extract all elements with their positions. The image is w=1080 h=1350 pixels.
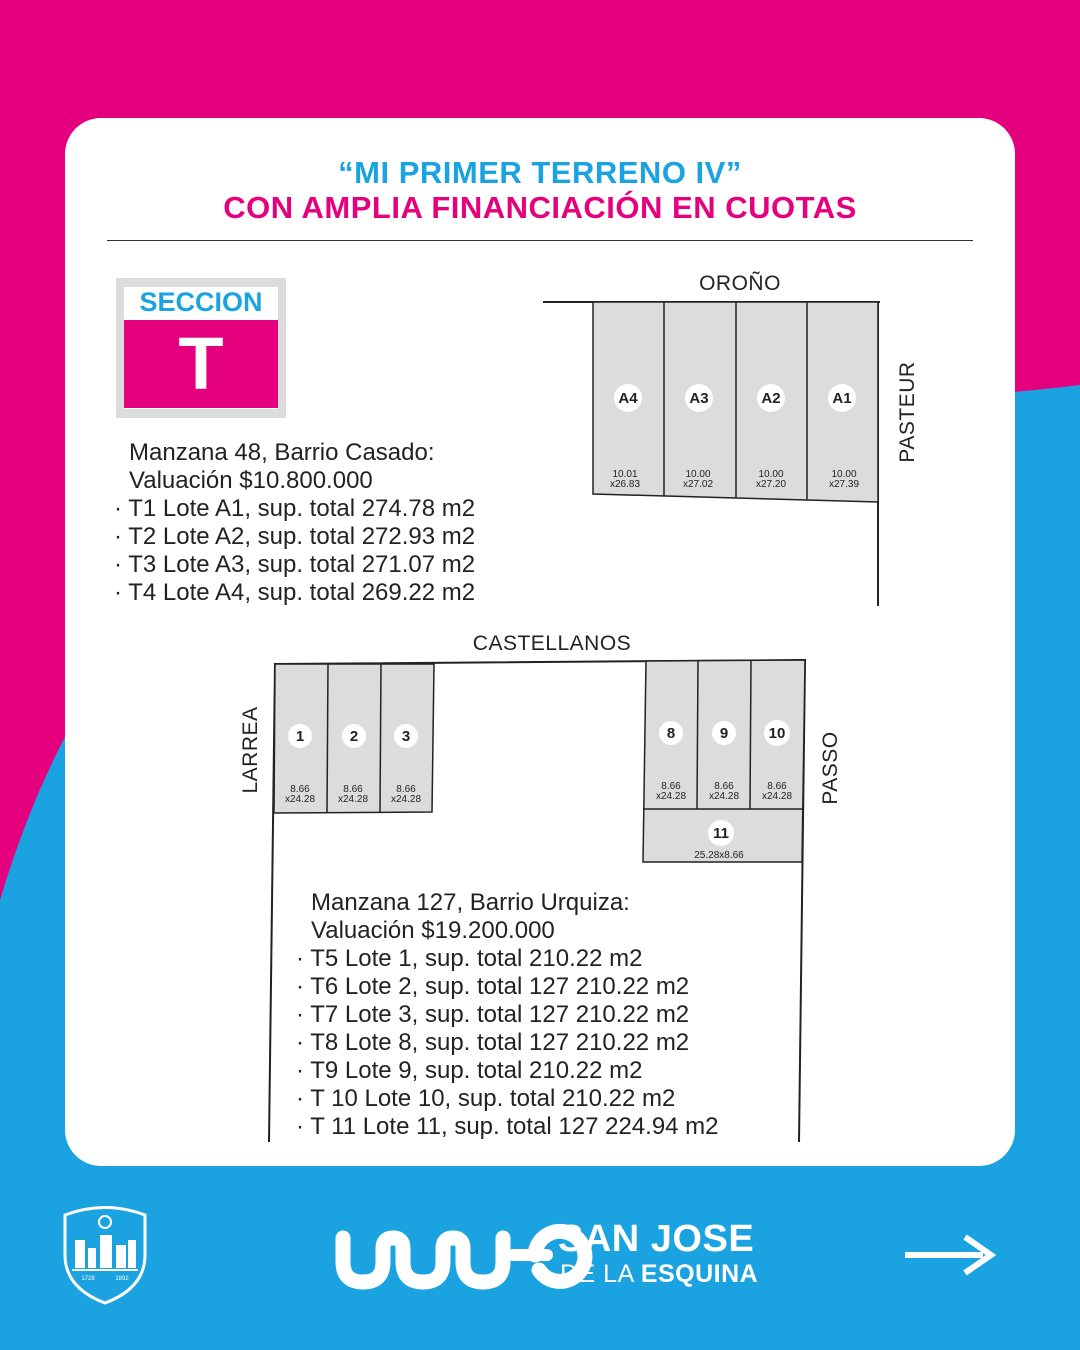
svg-text:A3: A3 — [689, 390, 709, 407]
svg-text:1728: 1728 — [81, 1276, 95, 1282]
street-larrea: LARREA — [239, 706, 262, 794]
svg-text:10.00: 10.00 — [685, 469, 711, 480]
svg-text:2: 2 — [349, 728, 359, 745]
street-orono: OROÑO — [699, 272, 781, 295]
headline-title: “MI PRIMER TERRENO IV” — [338, 155, 742, 190]
svg-text:A1: A1 — [832, 390, 852, 407]
svg-text:x24.28: x24.28 — [337, 794, 369, 805]
block127-item: · T 11 Lote 11, sup. total 127 224.94 m2 — [296, 1113, 719, 1140]
svg-text:8.66: 8.66 — [661, 781, 681, 792]
section-letter: T — [124, 320, 278, 408]
block127-item: · T6 Lote 2, sup. total 127 210.22 m2 — [296, 973, 690, 1000]
block48-title: Manzana 48, Barrio Casado: — [129, 439, 435, 466]
svg-text:8.66: 8.66 — [767, 781, 787, 792]
svg-text:x26.83: x26.83 — [609, 479, 641, 490]
svg-text:x27.39: x27.39 — [828, 479, 860, 490]
svg-text:8.66: 8.66 — [714, 781, 734, 792]
block127-item: · T8 Lote 8, sup. total 127 210.22 m2 — [296, 1029, 690, 1056]
svg-text:9: 9 — [719, 725, 729, 742]
svg-text:x24.28: x24.28 — [708, 791, 740, 802]
street-passo: PASSO — [819, 731, 842, 805]
svg-text:x27.02: x27.02 — [682, 479, 714, 490]
svg-text:x24.28: x24.28 — [284, 794, 316, 805]
block127-item: · T9 Lote 9, sup. total 210.22 m2 — [296, 1057, 643, 1084]
svg-text:8: 8 — [666, 725, 676, 742]
brand-name-line2: DE LA ESQUINA — [560, 1260, 759, 1288]
svg-text:8.66: 8.66 — [343, 784, 363, 795]
block127-valuation: Valuación $19.200.000 — [311, 917, 555, 944]
street-castellanos: CASTELLANOS — [472, 632, 632, 655]
street-pasteur: PASTEUR — [896, 361, 919, 463]
svg-text:x24.28: x24.28 — [390, 794, 422, 805]
block48-valuation: Valuación $10.800.000 — [129, 467, 373, 494]
svg-text:10.00: 10.00 — [831, 469, 857, 480]
block48-item: · T1 Lote A1, sup. total 274.78 m2 — [114, 495, 476, 522]
svg-text:11: 11 — [713, 825, 729, 842]
svg-text:25.28x8.66: 25.28x8.66 — [694, 850, 744, 861]
block127-item: · T 10 Lote 10, sup. total 210.22 m2 — [296, 1085, 676, 1112]
svg-text:10.01: 10.01 — [612, 469, 638, 480]
brand-name-line1: SAN JOSE — [558, 1218, 755, 1260]
block48-item: · T4 Lote A4, sup. total 269.22 m2 — [114, 579, 476, 606]
svg-text:x24.28: x24.28 — [761, 791, 793, 802]
block127-item: · T7 Lote 3, sup. total 127 210.22 m2 — [296, 1001, 690, 1028]
block127-item: · T5 Lote 1, sup. total 210.22 m2 — [296, 945, 643, 972]
svg-text:3: 3 — [401, 728, 411, 745]
svg-text:10.00: 10.00 — [758, 469, 784, 480]
svg-text:1: 1 — [295, 728, 305, 745]
svg-text:A4: A4 — [618, 390, 638, 407]
svg-text:A2: A2 — [761, 390, 781, 407]
svg-text:8.66: 8.66 — [396, 784, 416, 795]
svg-text:8.66: 8.66 — [290, 784, 310, 795]
svg-text:1892: 1892 — [115, 1276, 129, 1282]
town-crest-icon — [60, 1200, 150, 1305]
section-label: SECCION — [139, 287, 263, 317]
block127-title: Manzana 127, Barrio Urquiza: — [311, 889, 630, 916]
block48-item: · T3 Lote A3, sup. total 271.07 m2 — [114, 551, 476, 578]
svg-text:x24.28: x24.28 — [655, 791, 687, 802]
map-manzana-48 — [543, 271, 919, 606]
arrow-right-icon[interactable] — [903, 1233, 998, 1278]
block48-item: · T2 Lote A2, sup. total 272.93 m2 — [114, 523, 476, 550]
svg-text:10: 10 — [768, 725, 786, 742]
svg-text:x27.20: x27.20 — [755, 479, 787, 490]
headline-subtitle: CON AMPLIA FINANCIACIÓN EN CUOTAS — [223, 190, 857, 225]
